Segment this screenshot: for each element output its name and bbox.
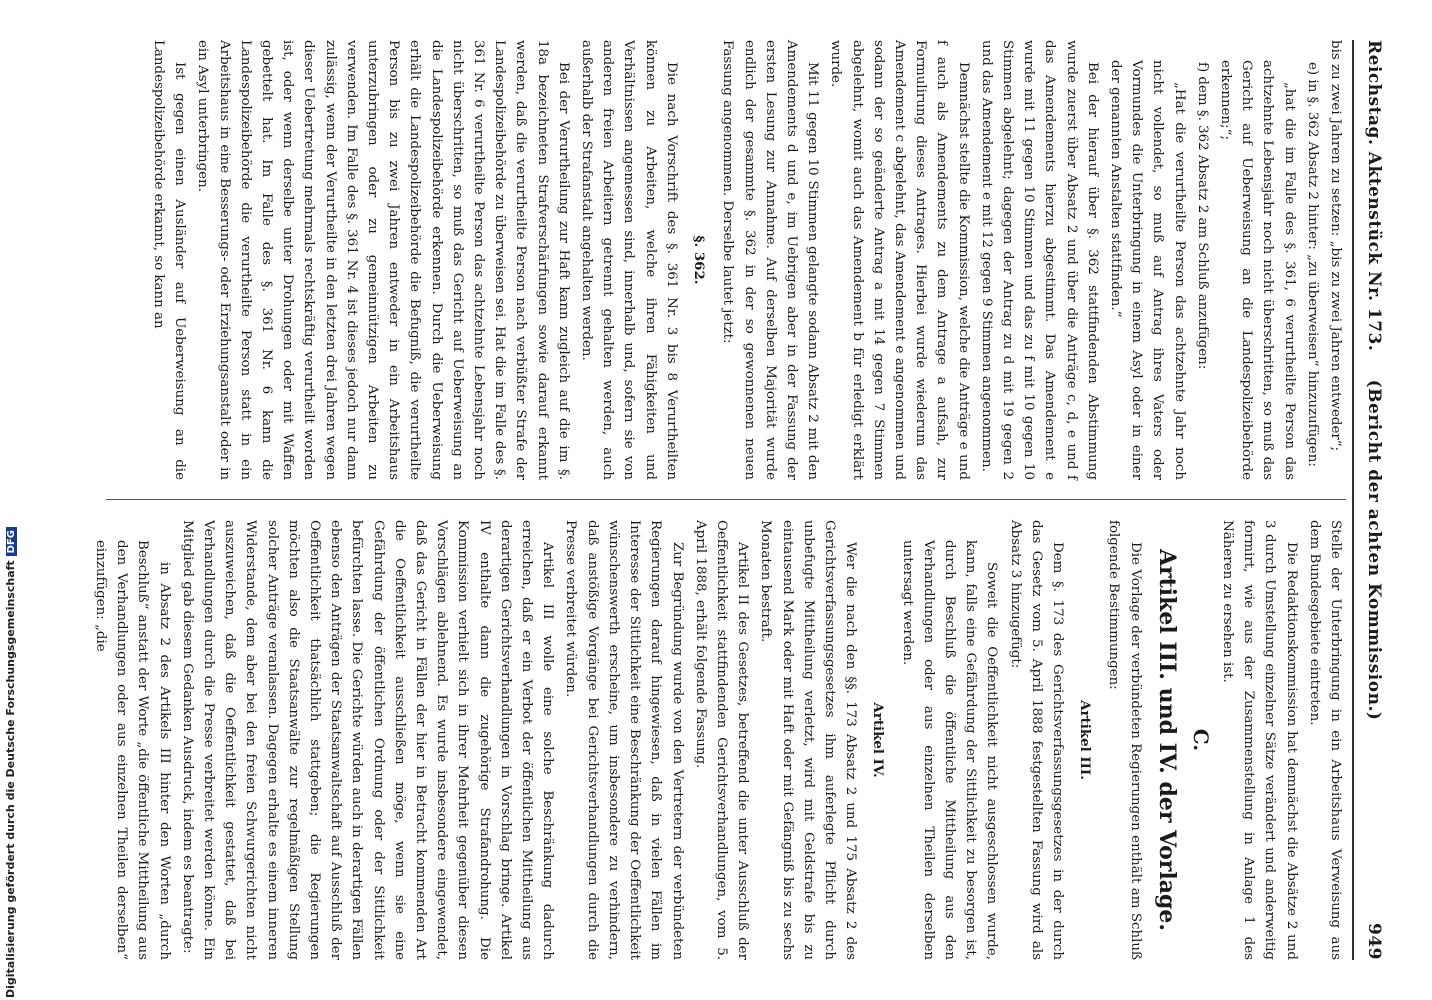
paragraph: „Hat die verurtheilte Person das achtzehnte Jahr noch nicht vollendet, so muß auf Antrag ihres Vaters oder Vormundes die Unterbringung in einem Asyl oder in einer der genannten Anstalten stattfinden.“ [1107,60,1187,480]
paragraph: Zur Begründung wurde von den Vertretern der verbündeten Regierungen darauf hingewiesen, daß in vielen Fällen im Interesse der Sittlichkeit eine Beschränkung der Oeffentlichkeit wünschenswerth erscheine, um insbesondere zu verhindern, daß anstößige Vorgänge bei Gerichtsverhandlungen durch die Presse verbreitet würden. [563,520,685,960]
paragraph: Artikel III wolle eine solche Beschränkung dadurch erreichen, daß er ein Verbot der öffentlichen Mittheilung aus derartigen Gerichtsverhandlungen in Vorschlag bringe. Artikel IV enthalte dann die zugehörige Strafandrohung. Die Kommission verhielt sich in ihrer Mehrheit gegenüber diesen Vorschlägen ablehnend. Es wurde insbesondere eingewendet, daß das Gericht in Fällen der hier in Betracht kommenden Art die Oeffentlichkeit ausschließen möge, wenn sie eine Gefährdung der öffentlichen Ordnung oder der Sittlichkeit befürchten lasse. Die Gerichte würden auch in derartigen Fällen ebenso den Anträgen der Staatsanwaltschaft auf Ausschluß der Oeffentlichkeit thatsächlich stattgeben; die Regierungen möchten also die Staatsanwälte zur regelmäßigen Stellung solcher Anträge veranlassen. Dagegen erhalte es einem inneren Widerstande, dem aber bei den freien Schwurgerichten nicht auszuweichen, daß die Oeffentlichkeit gestattet, daß bei Verhandlungen durch die Presse verbreitet werden könne. Ein Mitglied gab diesem Gedanken Ausdruck, indem es beantragte: [179,520,556,960]
section-heading: Artikel IV. [870,702,887,778]
paragraph: e) in §. 362 Absatz 2 hinter: „zu überweisen“ hinzuzufügen: [1304,62,1320,467]
digitization-footer [4,527,17,998]
paragraph: Bei der Verurtheilung zur Haft kann zugleich auf die im §. 18a bezeichneten Strafverschärfungen sowie darauf erkannt werden, daß die verurtheilte Person nach verbüßter Strafe der Landespolizeibehörde zu überweisen sei. Hat die im Falle des §. 361 Nr. 6 verurtheilte Person das achtzehnte Lebensjahr noch nicht überschritten, so muß das Gericht auf Ueberweisung an die Landespolizeibehörde erkennen. Durch die Ueberweisung erhält die Landespolizeibehörde die Befugniß, die verurtheilte Person bis zu zwei Jahren entweder in ein Arbeitshaus unterzubringen oder zu gemeinnützigen Arbeiten zu verwenden. Im Falle des §. 361 Nr. 4 ist dieses jedoch nur dann zulässig, wenn der Verurtheilte in den letzten drei Jahren wegen dieser Uebertretung mehrmals rechtskräftig verurtheilt worden ist, oder wenn derselbe unter Drohungen oder mit Waffen gebettelt hat. Im Falle des §. 361 Nr. 6 kann die Landespolizeibehörde die verurtheilte Person statt in ein Arbeitshaus in eine Besserungs- oder Erziehungsanstalt oder in ein Asyl unterbringen. [195,40,571,480]
page-number: 949 [1364,923,1384,960]
paragraph: Soweit die Oeffentlichkeit nicht ausgeschlossen wurde, kann, falls eine Gefährdung der Sittlichkeit zu besorgen ist, durch Beschluß die öffentliche Mittheilung aus den Verhandlungen oder aus einzelnen Theilen derselben untersagt werden. [899,540,1000,960]
rotated-page [70,40,1390,960]
paragraph: „hat die im Falle des §. 361, 6 verurtheilte Person das achtzehnte Lebensjahr noch nicht überschritten, so muß das Gericht auf Ueberweisung an die Landespolizeibehörde erkennen;“; [1217,60,1297,480]
paragraph: f) dem §. 362 Absatz 2 am Schluß anzufügen: [1194,62,1210,370]
dfg-logo: DFG [6,527,17,556]
header-left: Reichstag. Aktenstück Nr. 173. [1364,40,1384,352]
column-divider [106,499,1346,500]
paragraph: Mit 11 gegen 10 Stimmen gelangte sodann Absatz 2 mit den Amendements d und e, im Uebrigen aber in der Fassung der ersten Lesung zur Annahme. Auf derselben Majorität wurde endlich der gesammte §. 362 in der so gewonnenen neuen Fassung angenommen. Derselbe lautet jetzt: [720,40,821,480]
paragraph: Die nach Vorschrift des §. 361 Nr. 3 bis 8 Verurtheilten können zu Arbeiten, welche ihren Fähigkeiten und Verhältnissen angemessen sind, innerhalb und, sofern sie von anderen freien Arbeitern getrennt gehalten werden, auch außerhalb der Strafanstalt angehalten werden. [579,40,679,480]
paragraph: in Absatz 2 des Artikels III hinter den Worten „durch Beschluß“ anstatt der Worte „die öffentliche Mittheilung aus den Verhandlungen oder aus einzelnen Theilen derselben“ einzufügen: „die [93,540,172,960]
header-center: (Bericht der achten Kommission.) [1364,379,1384,721]
header-rule [1352,40,1354,960]
paragraph: Die Redaktionskommission hat demnächst die Absätze 2 und 3 durch Umstellung einzelner Sätze verändert und anderweitig formirt, wie aus der Zusammenstellung in Anlage 1 des Näheren zu ersehen ist. [1219,520,1299,960]
paragraph: Stelle der Unterbringung in ein Arbeitshaus Verweisung aus dem Bundesgebiete eintreten. [1306,520,1343,960]
right-column [93,520,1346,960]
section-heading: §. 362. [691,235,708,285]
paragraph: Demnächst stellte die Kommission, welche die Anträge e und f auch als Amendements zu dem Antrage a aufsah, zur Formulirung dieses Antrages. Hierbei wurde wiederum das Amendement c abgelehnt, das Amendement e angenommen und sodann der so geänderte Antrag a mit 14 gegen 7 Stimmen abgelehnt, womit auch das Amendement b für erledigt erklärt wurde. [828,40,971,480]
page-header [1356,40,1390,960]
paragraph: Wer die nach den §§. 173 Absatz 2 und 175 Absatz 2 des Gerichtsverfassungsgesetzes ihm auferlegte Pflicht durch unbefugte Mittheilung verletzt, wird mit Geldstrafe bis zu eintausend Mark oder mit Haft oder mit Gefängniß bis zu sechs Monaten bestraft. [758,520,859,960]
footer-text: Digitalisierung gefördert durch die Deutsche Forschungsgemeinschaft [4,560,17,998]
paragraph: Ist gegen einen Ausländer auf Ueberweisung an die Landespolizeibehörde erkannt, so kann an [151,40,188,480]
paragraph: Bei der hierauf über §. 362 stattfindenden Abstimmung wurde zuerst über Absatz 2 und über die Anträge c, d, e und f das Amendements hierzu abgestimmt. Das Amendement e wurde mit 11 gegen 10 Stimmen und das zu f mit 10 gegen 10 Stimmen abgelehnt; dagegen der Antrag zu d mit 19 gegen 2 und das Amendement e mit 12 gegen 9 Stimmen angenommen. [978,40,1100,480]
section-letter: C. [1188,728,1213,752]
article-heading: Artikel III. und IV. der Vorlage. [1153,548,1180,932]
paragraph: Die Vorlage der verbündeten Regierungen enthält am Schluß folgende Bestimmungen: [1106,520,1143,960]
section-heading: Artikel III. [1077,700,1094,780]
paragraph: Artikel II des Gesetzes, betreffend die unter Ausschluß der Oeffentlichkeit stattfindenden Gerichtsverhandlungen, vom 5. April 1888, erhält folgende Fassung. [692,520,751,960]
paragraph: Dem §. 173 des Gerichtsverfassungsgesetzes in der durch das Gesetz vom 5. April 1888 festgestellten Fassung wird als Absatz 3 hinzugefügt: [1007,520,1065,960]
paragraph: bis zu zwei Jahren zu setzen: „bis zu zwei Jahren entweder“; [1328,40,1343,452]
left-column [96,40,1346,480]
